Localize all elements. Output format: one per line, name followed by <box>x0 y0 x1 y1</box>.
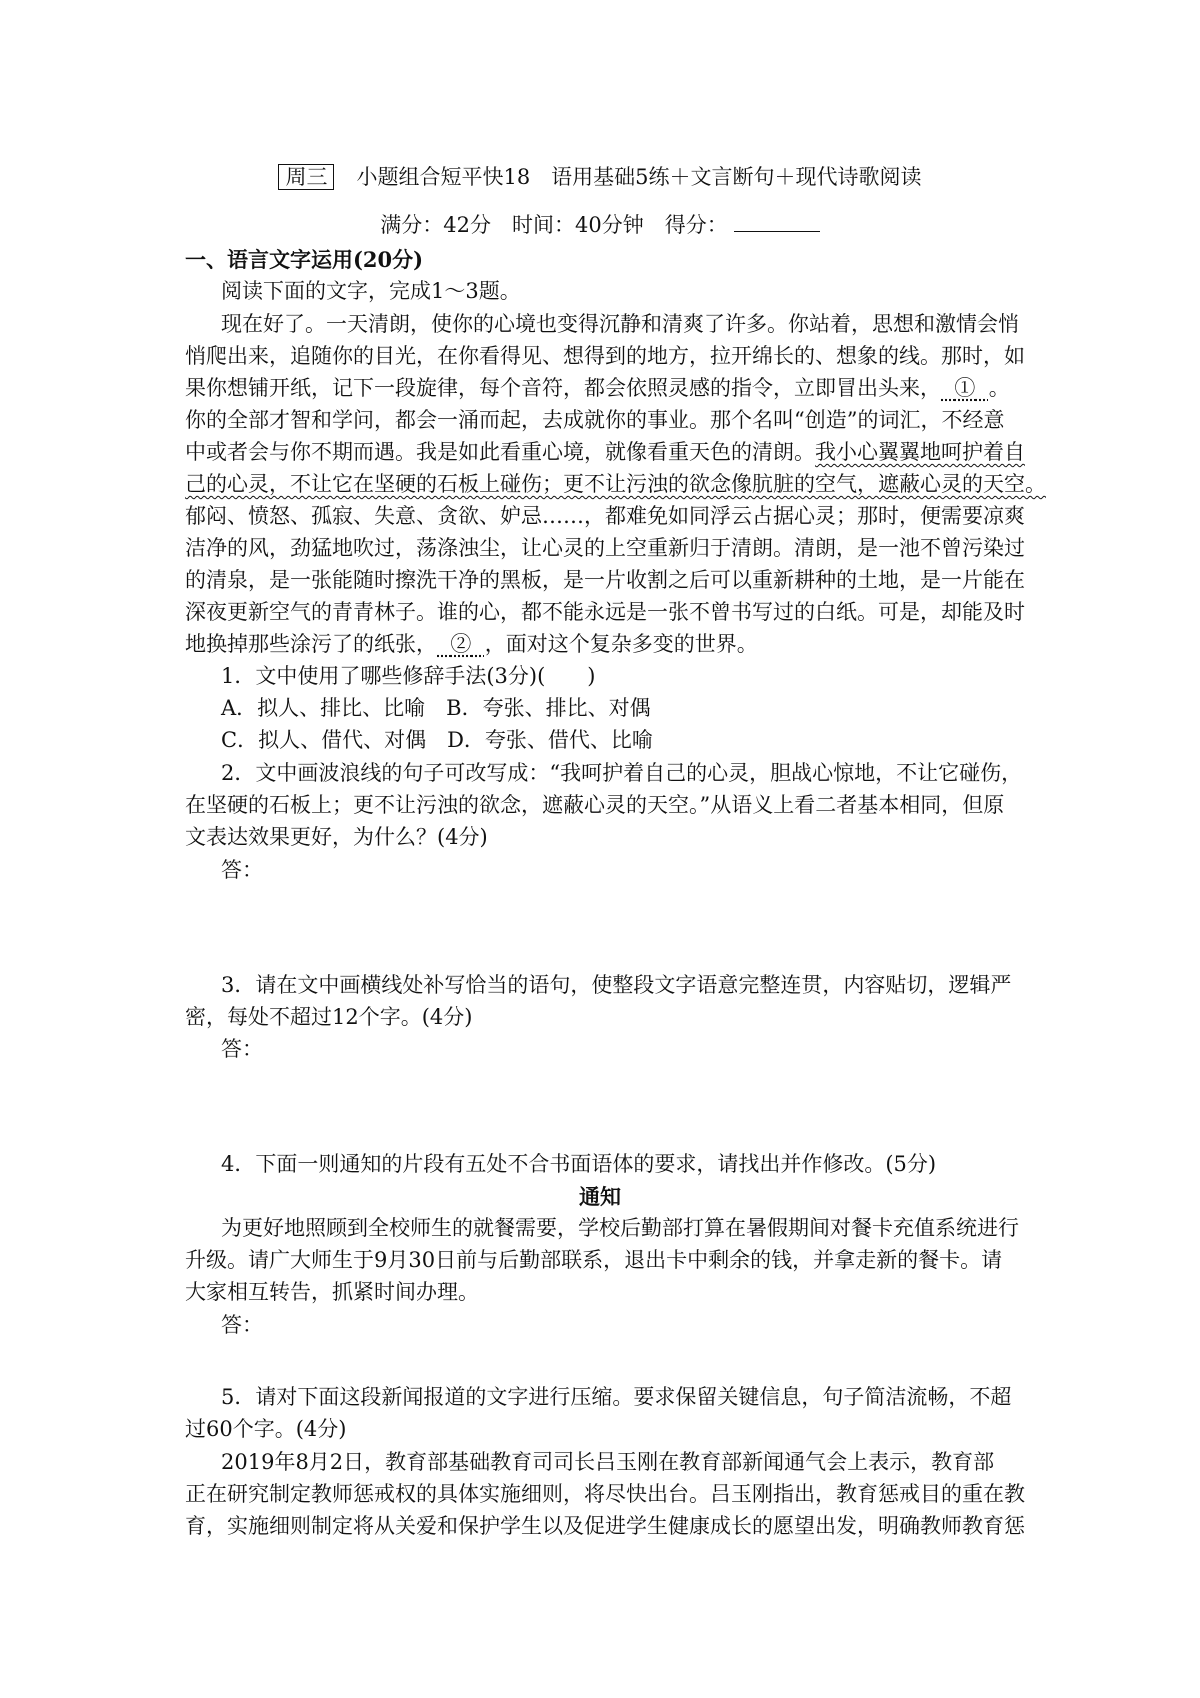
notice-line: 升级。请广大师生于9月30日前与后勤部联系，退出卡中剩余的钱，并拿走新的餐卡。请 <box>185 1248 1003 1272</box>
passage-text: ，面对这个复杂多变的世界。 <box>484 632 758 656</box>
news-line: 2019年8月2日，教育部基础教育司司长吕玉刚在教育部新闻通气会上表示，教育部 <box>221 1450 995 1474</box>
passage-line: 现在好了。一天清朗，使你的心境也变得沉静和清爽了许多。你站着，思想和激情会悄 <box>221 312 1019 336</box>
question-1-stem: 1．文中使用了哪些修辞手法(3分)( ) <box>221 664 596 688</box>
passage-line: 你的全部才智和学问，都会一涌而起，去成就你的事业。那个名叫“创造”的词汇，不经意 <box>185 408 1005 432</box>
passage-line: 郁闷、愤怒、孤寂、失意、贪欲、妒忌……，都难免如同浮云占据心灵；那时，便需要凉爽 <box>185 504 1025 528</box>
blank-2: ② <box>450 632 472 656</box>
day-tag: 周三 <box>278 164 334 190</box>
question-5-stem: 过60个字。(4分) <box>185 1417 347 1441</box>
notice-line: 大家相互转告，抓紧时间办理。 <box>185 1280 479 1304</box>
question-5-stem: 5．请对下面这段新闻报道的文字进行压缩。要求保留关键信息，句子简洁流畅，不超 <box>221 1385 1012 1409</box>
passage-text: 地换掉那些涂污了的纸张， <box>185 632 437 656</box>
instruction: 阅读下面的文字，完成1～3题。 <box>221 279 521 303</box>
question-1-options-cd: C．拟人、借代、对偶 D．夸张、借代、比喻 <box>221 728 653 752</box>
page-title <box>0 162 1200 193</box>
score-blank <box>734 211 820 232</box>
wavy-sentence: 我小心翼翼地呵护着自 <box>815 440 1025 464</box>
question-2-stem: 文表达效果更好，为什么？(4分) <box>185 825 488 849</box>
wavy-sentence: 己的心灵，不让它在坚硬的石板上碰伤；更不让污浊的欲念像肮脏的空气，遮蔽心灵的天空。 <box>185 472 1046 496</box>
passage-line <box>185 469 1046 500</box>
passage-line <box>185 629 1015 660</box>
question-2-stem: 2．文中画波浪线的句子可改写成：“我呵护着自己的心灵，胆战心惊地，不让它碰伤， <box>221 761 1023 785</box>
score-meta <box>0 210 1200 241</box>
section-heading: 一、语言文字运用(20分) <box>185 247 424 272</box>
passage-line <box>185 437 1025 468</box>
meta-text: 满分：42分 时间：40分钟 得分： <box>380 213 728 237</box>
question-1-options-ab: A．拟人、排比、比喻 B．夸张、排比、对偶 <box>221 696 651 720</box>
question-4-stem: 4．下面一则通知的片段有五处不合书面语体的要求，请找出并作修改。(5分) <box>221 1152 937 1176</box>
passage-line: 洁净的风，劲猛地吹过，荡涤浊尘，让心灵的上空重新归于清朗。清朗，是一池不曾污染过 <box>185 536 1025 560</box>
notice-line: 为更好地照顾到全校师生的就餐需要，学校后勤部打算在暑假期间对餐卡充值系统进行 <box>221 1216 1019 1240</box>
passage-line: 悄爬出来，追随你的目光，在你看得见、想得到的地方，拉开绵长的、想象的线。那时，如 <box>185 344 1025 368</box>
answer-label: 答： <box>221 858 263 882</box>
title-text: 小题组合短平快18 语用基础5练＋文言断句＋现代诗歌阅读 <box>356 165 922 189</box>
question-2-stem: 在坚硬的石板上；更不让污浊的欲念，遮蔽心灵的天空。”从语义上看二者基本相同，但原 <box>185 793 1005 817</box>
passage-text: 中或者会与你不期而遇。我是如此看重心境，就像看重天色的清朗。 <box>185 440 815 464</box>
news-line: 育，实施细则制定将从关爱和保护学生以及促进学生健康成长的愿望出发，明确教师教育惩 <box>185 1514 1025 1538</box>
passage-text: 果你想铺开纸，记下一段旋律，每个音符，都会依照灵感的指令，立即冒出头来， <box>185 376 941 400</box>
passage-text: 。 <box>988 376 1010 400</box>
passage-line <box>185 373 1015 404</box>
question-3-stem: 3．请在文中画横线处补写恰当的语句，使整段文字语意完整连贯，内容贴切，逻辑严 <box>221 973 1012 997</box>
notice-title: 通知 <box>579 1184 621 1209</box>
passage-line: 深夜更新空气的青青林子。谁的心，都不能永远是一张不曾书写过的白纸。可是，却能及时 <box>185 600 1025 624</box>
answer-label: 答： <box>221 1037 263 1061</box>
question-3-stem: 密，每处不超过12个字。(4分) <box>185 1005 473 1029</box>
news-line: 正在研究制定教师惩戒权的具体实施细则，将尽快出台。吕玉刚指出，教育惩戒目的重在教 <box>185 1482 1025 1506</box>
answer-label: 答： <box>221 1313 263 1337</box>
blank-1: ① <box>954 376 976 400</box>
passage-line: 的清泉，是一张能随时擦洗干净的黑板，是一片收割之后可以重新耕种的土地，是一片能在 <box>185 568 1025 592</box>
